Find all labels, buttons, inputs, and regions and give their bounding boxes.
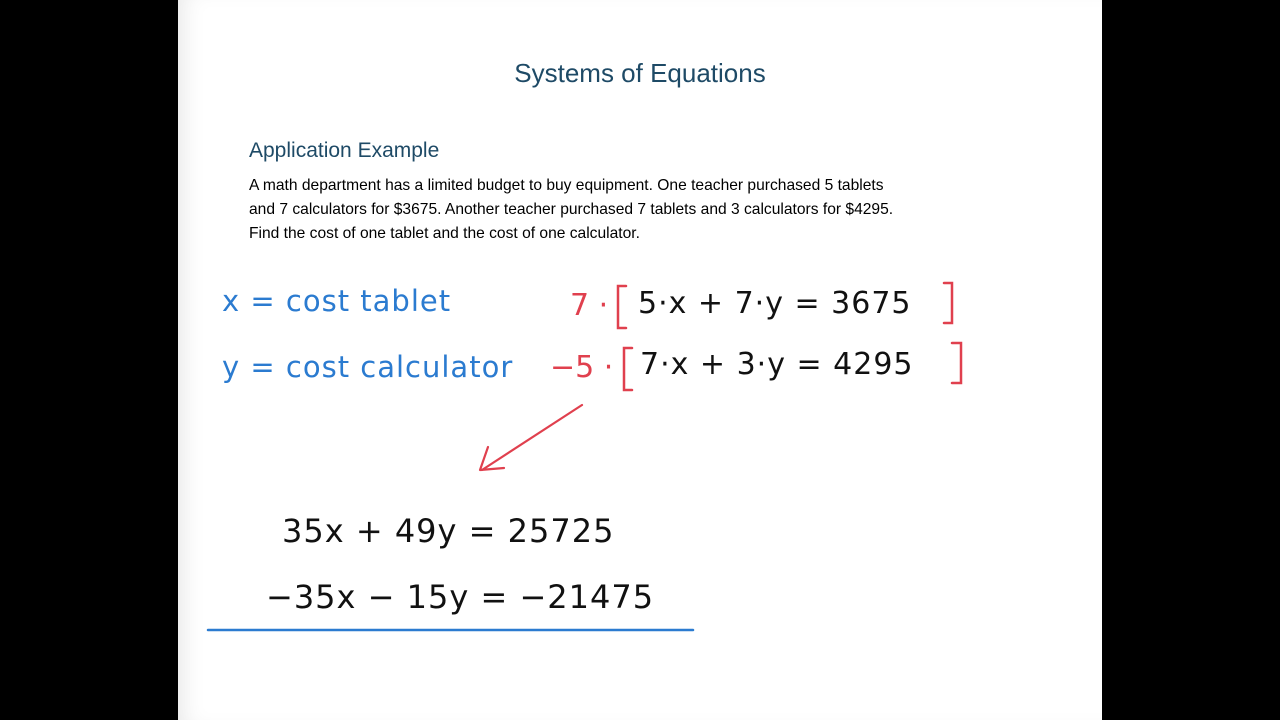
handwritten-multiplier-2: −5 ·	[550, 350, 614, 385]
handwritten-equation-2: 7·x + 3·y = 4295	[640, 347, 914, 382]
problem-line: A math department has a limited budget to buy equipment. One teacher purchased 5 tablets	[249, 177, 884, 194]
slide-page	[178, 0, 1102, 720]
handwritten-var-y: y = cost calculator	[222, 350, 514, 384]
arrow-line	[482, 405, 582, 470]
problem-line: Find the cost of one tablet and the cost of one calculator.	[249, 225, 640, 242]
slide-title: Systems of Equations	[514, 58, 766, 88]
handwritten-result-1: 35x + 49y = 25725	[282, 512, 615, 550]
bracket-right-1	[944, 283, 952, 323]
bracket-left-1	[618, 286, 626, 328]
bracket-right-2	[952, 343, 961, 383]
ink-strokes	[178, 0, 1102, 720]
handwritten-equation-1: 5·x + 7·y = 3675	[638, 286, 912, 321]
bracket-left-2	[624, 348, 632, 390]
problem-line: and 7 calculators for $3675. Another teacher purchased 7 tablets and 3 calculators for $4295.	[249, 201, 894, 218]
handwritten-multiplier-1: 7 ·	[570, 288, 609, 323]
handwritten-var-x: x = cost tablet	[222, 284, 452, 318]
handwritten-result-2: −35x − 15y = −21475	[266, 578, 655, 616]
section-heading: Application Example	[249, 139, 440, 162]
